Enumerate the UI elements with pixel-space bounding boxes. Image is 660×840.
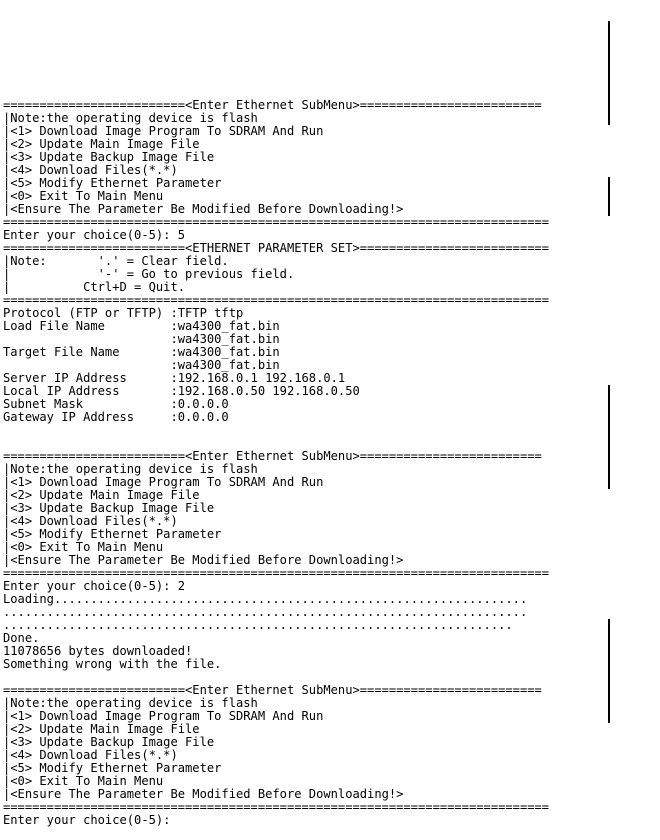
terminal-line: ...................................................................... [3,618,513,632]
separator-line: =========================================================================== [3,566,550,580]
separator-line: =========================<Enter Ethernet SubMenu>========================= [3,98,542,112]
separator-line: =========================<Enter Ethernet SubMenu>========================= [3,449,542,463]
menu-item-line: |<2> Update Main Image File [3,488,200,502]
menu-item-line: |<Ensure The Parameter Be Modified Before Downloading!> [3,553,404,567]
terminal-line: Done. [3,631,40,645]
separator-line: =========================================================================== [3,215,550,229]
separator-line: =========================================================================== [3,293,550,307]
terminal-line: Target File Name :wa4300_fat.bin [3,345,280,359]
terminal-line: |Note:the operating device is flash [3,111,258,125]
menu-item-line: |<1> Download Image Program To SDRAM And Run [3,709,324,723]
terminal-line: Protocol (FTP or TFTP) :TFTP tftp [3,306,244,320]
menu-item-line: |<3> Update Backup Image File [3,150,215,164]
terminal-line: :wa4300_fat.bin [3,332,280,346]
menu-item-line: |<0> Exit To Main Menu [3,540,164,554]
terminal-output [3,99,660,827]
menu-item-line: |<2> Update Main Image File [3,137,200,151]
menu-item-line: |<1> Download Image Program To SDRAM And Run [3,124,324,138]
terminal-line: Local IP Address :192.168.0.50 192.168.0.50 [3,384,360,398]
terminal-line [3,424,660,437]
choice-prompt-line: Enter your choice(0-5): 2 [3,579,186,593]
menu-item-line: |<3> Update Backup Image File [3,735,215,749]
menu-item-line: |<1> Download Image Program To SDRAM And Run [3,475,324,489]
terminal-line: ........................................................................ [3,605,528,619]
menu-item-line: |<Ensure The Parameter Be Modified Before Downloading!> [3,787,404,801]
terminal-line: Loading................................................................. [3,592,528,606]
terminal-line: Subnet Mask :0.0.0.0 [3,397,229,411]
menu-item-line: |<2> Update Main Image File [3,722,200,736]
terminal-line: 11078656 bytes downloaded! [3,644,193,658]
menu-item-line: |<5> Modify Ethernet Parameter [3,527,222,541]
menu-item-line: |<4> Download Files(*.*) [3,514,178,528]
menu-item-line: |<5> Modify Ethernet Parameter [3,761,222,775]
menu-item-line: |<4> Download Files(*.*) [3,163,178,177]
choice-prompt-line: Enter your choice(0-5): [3,813,171,827]
terminal-line: |Note:the operating device is flash [3,696,258,710]
menu-item-line: |<0> Exit To Main Menu [3,774,164,788]
terminal-line: |Note: '.' = Clear field. [3,254,229,268]
menu-item-line: |<3> Update Backup Image File [3,501,215,515]
terminal-line: Gateway IP Address :0.0.0.0 [3,410,229,424]
terminal-line: Something wrong with the file. [3,657,222,671]
separator-line: =========================<Enter Ethernet SubMenu>========================= [3,683,542,697]
choice-prompt-line: Enter your choice(0-5): 5 [3,228,186,242]
menu-item-line: |<5> Modify Ethernet Parameter [3,176,222,190]
menu-item-line: |<0> Exit To Main Menu [3,189,164,203]
terminal-line: Load File Name :wa4300_fat.bin [3,319,280,333]
separator-line: =========================================================================== [3,800,550,814]
terminal-line: |Note:the operating device is flash [3,462,258,476]
terminal-line: :wa4300_fat.bin [3,358,280,372]
separator-line: =========================<ETHERNET PARAMETER SET>========================== [3,241,550,255]
terminal-line: | Ctrl+D = Quit. [3,280,186,294]
menu-item-line: |<Ensure The Parameter Be Modified Before Downloading!> [3,202,404,216]
terminal-line: Server IP Address :192.168.0.1 192.168.0.1 [3,371,346,385]
menu-item-line: |<4> Download Files(*.*) [3,748,178,762]
terminal-line: | '-' = Go to previous field. [3,267,295,281]
